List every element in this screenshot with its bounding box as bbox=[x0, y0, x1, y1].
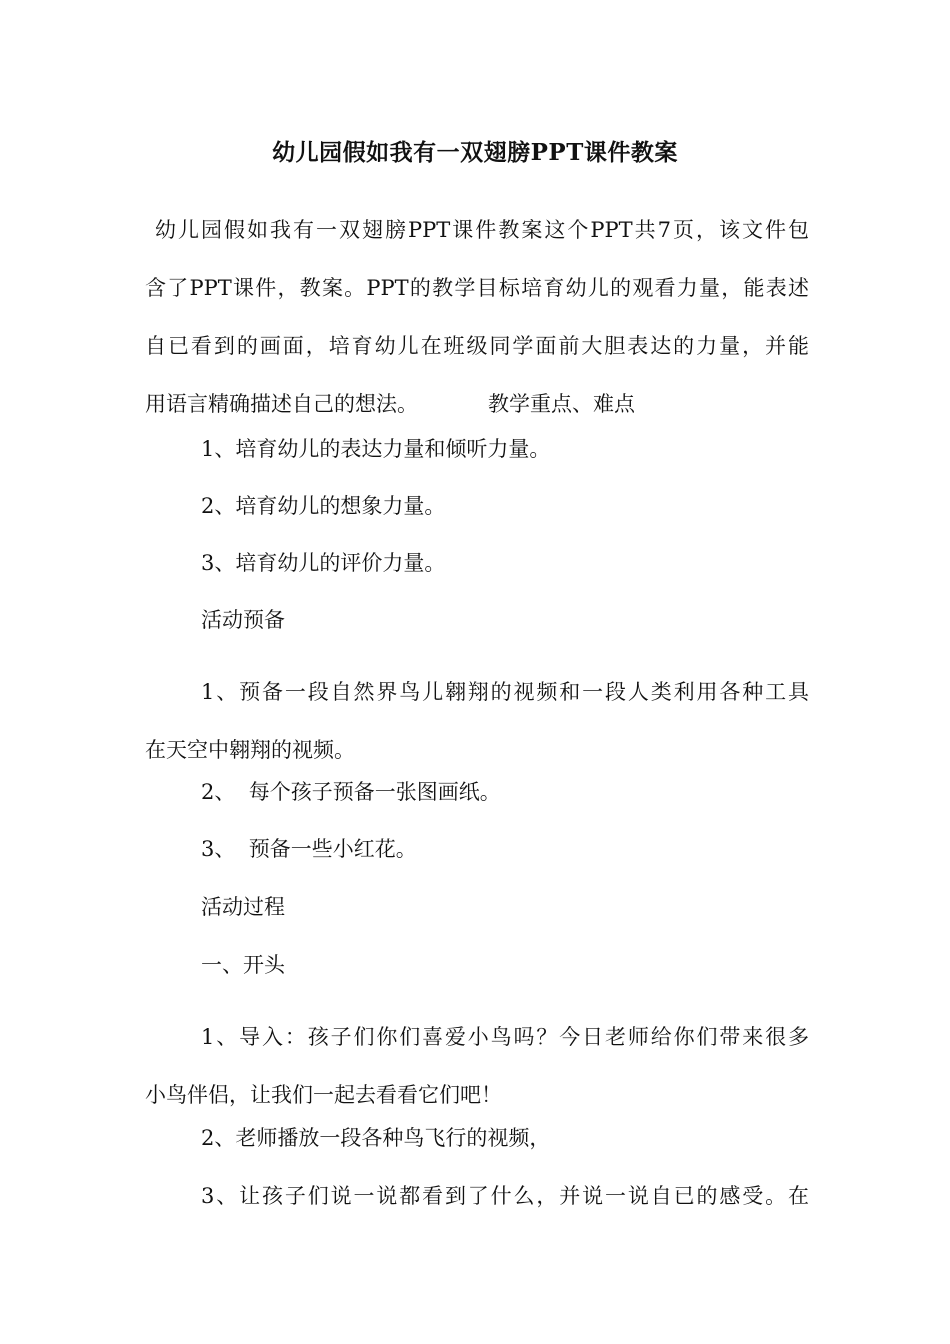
key-points-heading: 教学重点、难点 bbox=[488, 392, 635, 416]
step-3-line-1: 3、让孩子们说一说都看到了什么，并说一说自已的感受。在 bbox=[201, 1184, 809, 1208]
step-1 bbox=[145, 1008, 809, 1124]
prep-item-1-line-1: 1、预备一段自然界鸟儿翱翔的视频和一段人类利用各种工具 bbox=[201, 680, 809, 704]
step-1-line-2: 小鸟伴侣，让我们一起去看看它们吧！ bbox=[145, 1083, 502, 1107]
intro-line-4 bbox=[145, 375, 809, 433]
prep-item-1-line-2: 在天空中翱翔的视频。 bbox=[145, 738, 355, 762]
document-title: 幼儿园假如我有一双翅膀PPT课件教案 bbox=[272, 139, 678, 166]
goal-item-2: 2、培育幼儿的想象力量。 bbox=[201, 494, 446, 518]
intro-line-2: 含了PPT课件，教案。PPT的教学目标培育幼儿的观看力量，能表述 bbox=[145, 276, 809, 300]
process-heading: 活动过程 bbox=[201, 895, 285, 919]
prep-item-1 bbox=[145, 663, 809, 779]
prep-item-2: 2、 每个孩子预备一张图画纸。 bbox=[201, 780, 501, 804]
step-3 bbox=[145, 1181, 809, 1211]
prep-heading: 活动预备 bbox=[201, 608, 285, 632]
prep-item-3: 3、 预备一些小红花。 bbox=[201, 837, 417, 861]
goal-item-3: 3、培育幼儿的评价力量。 bbox=[201, 551, 446, 575]
intro-paragraph bbox=[145, 201, 809, 433]
intro-last-sentence: 用语言精确描述自己的想法。 bbox=[145, 392, 418, 416]
intro-line-3: 自已看到的画面，培育幼儿在班级同学面前大胆表达的力量，并能 bbox=[145, 334, 809, 358]
step-1-line-1: 1、导入：孩子们你们喜爱小鸟吗？今日老师给你们带来很多 bbox=[201, 1025, 809, 1049]
step-2: 2、老师播放一段各种鸟飞行的视频， bbox=[201, 1126, 551, 1150]
intro-line-1: 幼儿园假如我有一双翅膀PPT课件教案这个PPT共7页，该文件包 bbox=[155, 218, 809, 242]
section-one-heading: 一、开头 bbox=[201, 953, 285, 977]
goal-item-1: 1、培育幼儿的表达力量和倾听力量。 bbox=[201, 437, 551, 461]
